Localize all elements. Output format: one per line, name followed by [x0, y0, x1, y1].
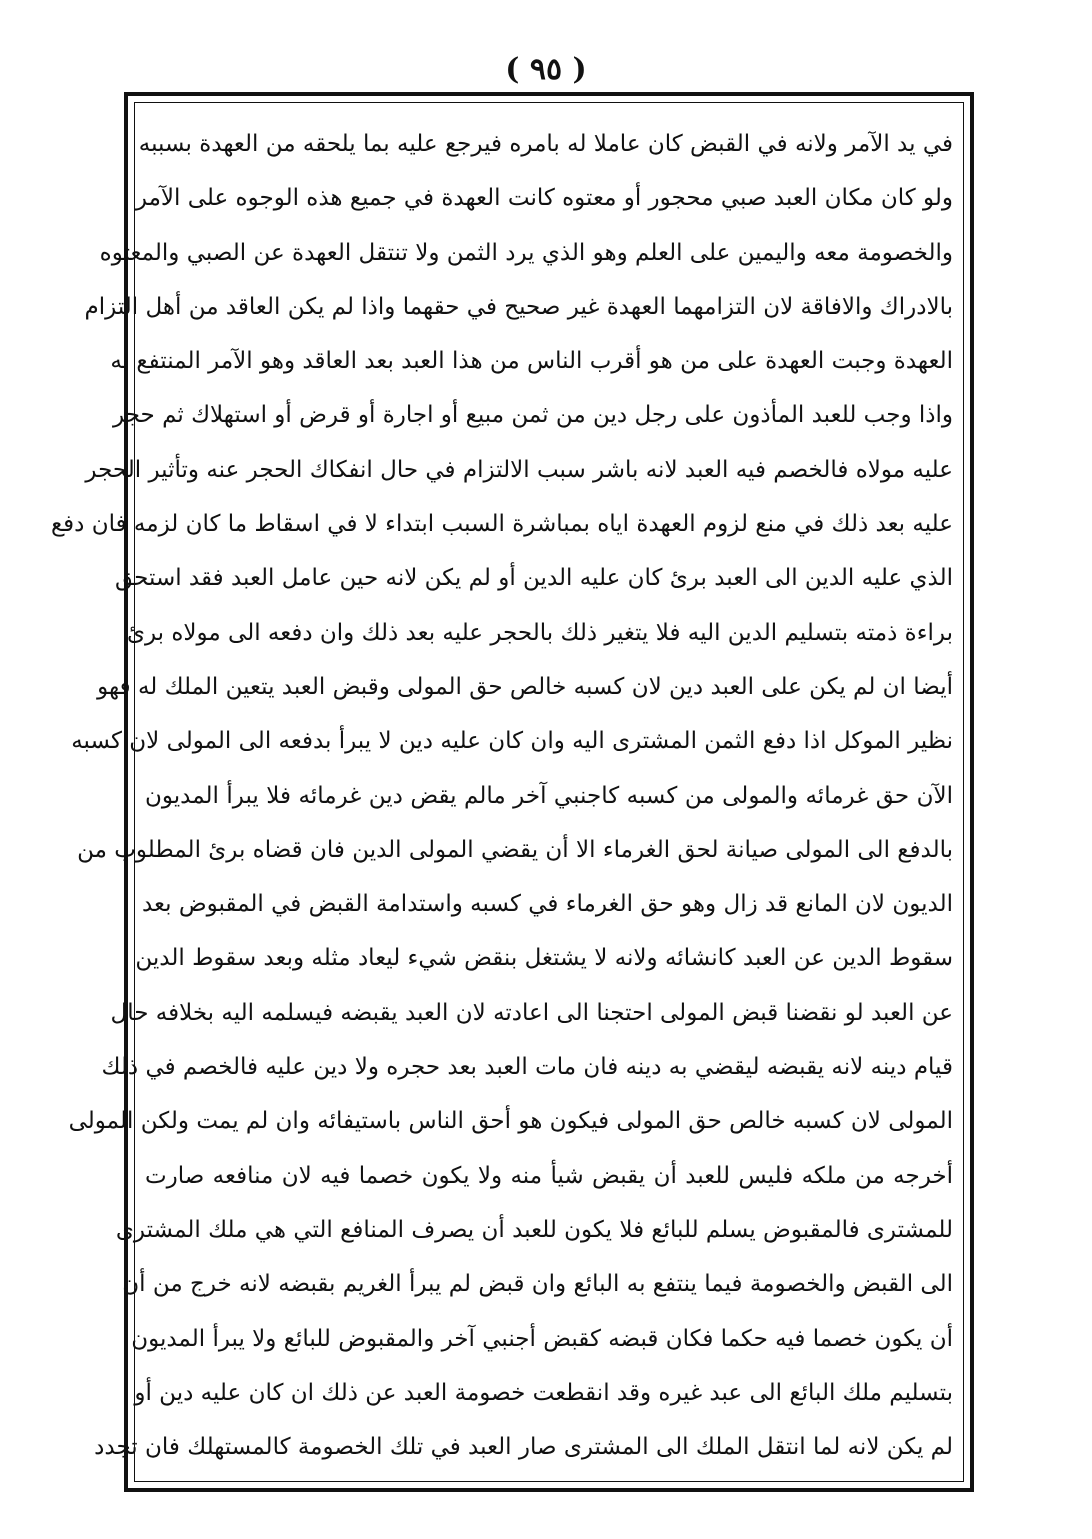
text-line: ولو كان مكان العبد صبي محجور أو معتوه كانت العهدة في جميع هذه الوجوه على الآمر: [135, 185, 953, 212]
text-line: أن يكون خصما فيه حكما فكان قبضه كقبض أجنبي آخر والمقبوض للبائع ولا يبرأ المديون: [131, 1325, 953, 1352]
text-line: والخصومة معه واليمين على العلم وهو الذي يرد الثمن ولا تنتقل العهدة عن الصبي والمعتوه: [99, 239, 953, 266]
text-line: العهدة وجبت العهدة على من هو أقرب الناس من هذا العبد بعد العاقد وهو الآمر المنتفع به: [110, 348, 953, 375]
page-number: ( ٩٥ ): [505, 52, 587, 87]
text-line: بالادراك والافاقة لان التزامهما العهدة غير صحيح في حقهما واذا لم يكن العاقد من أهل التزام: [84, 293, 953, 320]
text-line: الذي عليه الدين الى العبد برئ كان عليه الدين أو لم يكن لانه حين عامل العبد فقد استحق: [114, 565, 953, 592]
text-line: الى القبض والخصومة فيما ينتفع به البائع وان قبض لم يبرأ الغريم بقبضه لانه خرج من أن: [122, 1271, 953, 1298]
text-line: واذا وجب للعبد المأذون على رجل دين من ثمن مبيع أو اجارة أو قرض أو استهلاك ثم حجر: [113, 402, 953, 429]
text-line: في يد الآمر ولانه في القبض كان عاملا له بامره فيرجع عليه بما يلحقه من العهدة بسببه: [138, 131, 953, 157]
text-line: للمشترى فالمقبوض يسلم للبائع فلا يكون للعبد أن يصرف المنافع التي هي ملك المشترى: [115, 1216, 953, 1243]
page-frame-inner: [50, 102, 964, 1482]
text-line: أيضا ان لم يكن على العبد دين لان كسبه خالص حق المولى وقبض العبد يتعين الملك له فهو: [97, 673, 953, 700]
text-line: الآن حق غرمائه والمولى من كسبه كاجنبي آخر مالم يقض دين غرمائه فلا يبرأ المديون: [145, 782, 953, 809]
text-line: أخرجه من ملكه فليس للعبد أن يقبض شيأ منه ولا يكون خصما فيه لان منافعه صارت: [145, 1162, 953, 1189]
text-line: بالدفع الى المولى صيانة لحق الغرماء الا أن يقضي المولى الدين فان قضاه برئ المطلوب من: [77, 836, 953, 863]
text-line: الديون لان المانع قد زال وهو حق الغرماء في كسبه واستدامة القبض في المقبوض بعد: [141, 891, 953, 918]
page-frame: [50, 92, 974, 1492]
text-line: عليه بعد ذلك في منع لزوم العهدة اياه بمباشرة السبب ابتداء لا في اسقاط ما كان لزمه فان دفع: [50, 511, 953, 538]
text-line: بتسليم ملك البائع الى عبد غيره وقد انقطعت خصومة العبد عن ذلك ان كان عليه دين أو: [134, 1379, 953, 1406]
text-line: عليه مولاه فالخصم فيه العبد لانه باشر سبب الالتزام في حال انفكاك الحجر عنه وتأثير الحجر: [85, 456, 953, 483]
text-line: لم يكن لانه لما انتقل الملك الى المشترى صار العبد في تلك الخصومة كالمستهلك فان تجدد: [94, 1434, 953, 1461]
text-line: عن العبد لو نقضنا قبض المولى احتجنا الى اعادته لان العبد يقبضه فيسلمه اليه بخلافه حال: [110, 999, 953, 1026]
text-line: براءة ذمته بتسليم الدين اليه فلا يتغير ذلك بالحجر عليه بعد ذلك وان دفعه الى مولاه برئ: [126, 619, 953, 646]
text-line: المولى لان كسبه خالص حق المولى فيكون هو أحق الناس باستيفائه وان لم يمت ولكن المولى: [68, 1108, 953, 1135]
text-line: نظير الموكل اذا دفع الثمن المشترى اليه وان كان عليه دين لا يبرأ بدفعه الى المولى لان كسبه: [71, 728, 953, 755]
text-line: قيام دينه لانه يقبضه ليقضي به دينه فان مات العبد بعد حجره ولا دين عليه فالخصم في ذلك: [101, 1054, 953, 1081]
text-block: [50, 117, 953, 1474]
text-line: سقوط الدين عن العبد كانشائه ولانه لا يشتغل بنقض شيء ليعاد مثله وبعد سقوط الدين: [135, 945, 953, 972]
